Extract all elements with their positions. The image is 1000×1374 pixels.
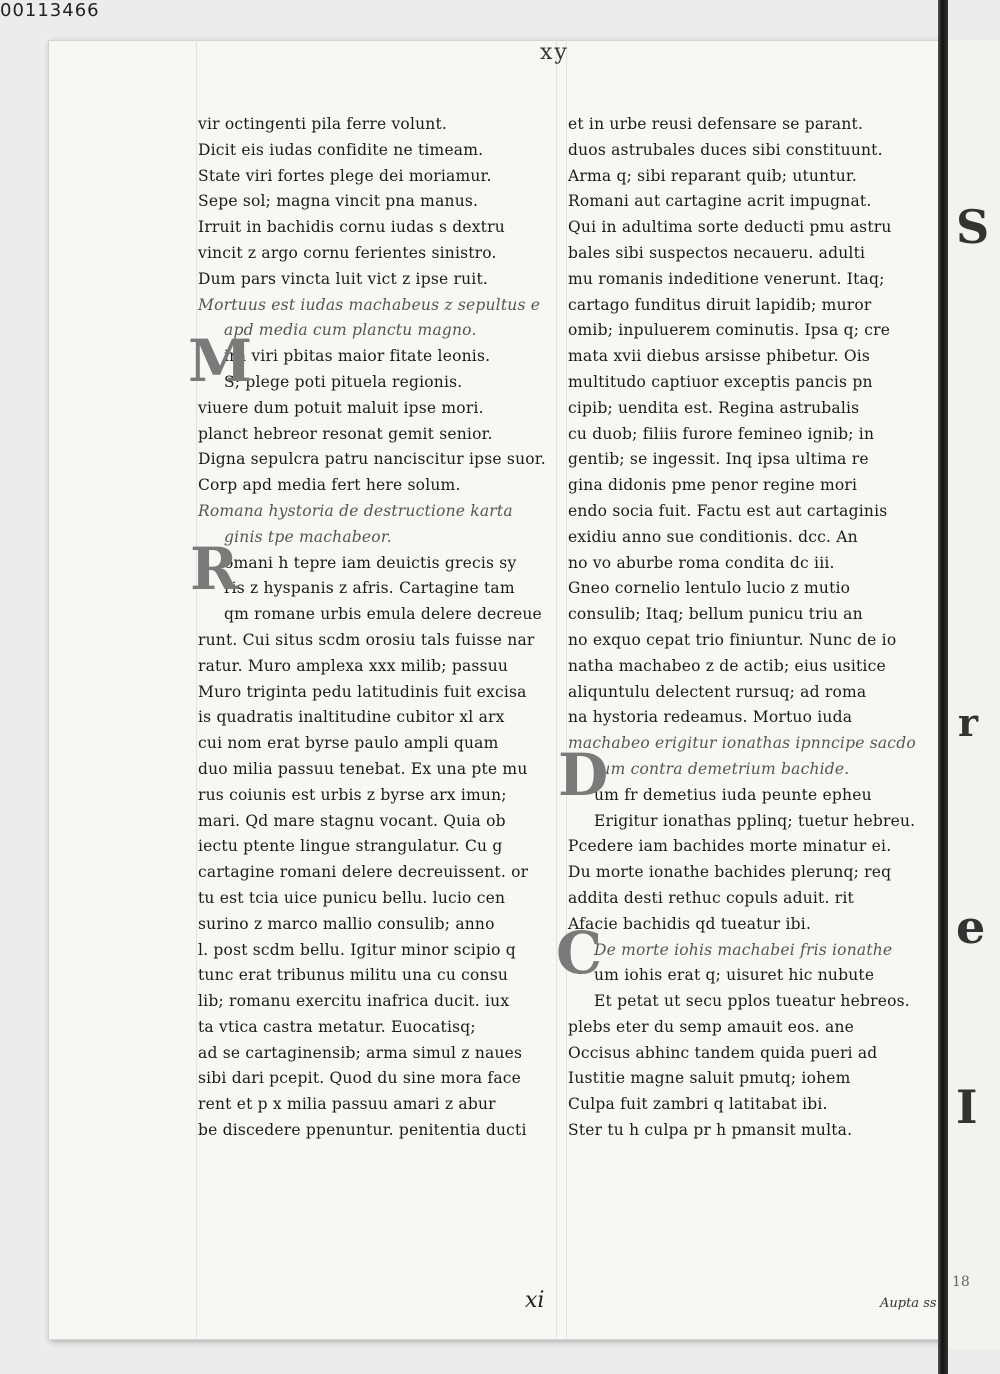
text-line-right: Pcedere iam bachides morte minatur ei. <box>568 837 892 856</box>
text-line-left: ratur. Muro amplexa xxx milib; passuu <box>198 656 509 675</box>
text-line-left: Mortuus est iudas machabeus z sepultus e <box>198 295 541 314</box>
text-line-left: lib; romanu exercitu inafrica ducit. iux <box>198 992 510 1011</box>
text-line-right: Romani aut cartagine acrit impugnat. <box>568 192 872 211</box>
illuminated-initial-m: M <box>188 327 253 395</box>
text-line-left: Irruit in bachidis cornu iudas s dextru <box>198 218 505 237</box>
illuminated-initial-c: C <box>556 919 603 987</box>
text-line-left: tunc erat tribunus militu una cu consu <box>198 966 509 985</box>
text-line-right: gentib; se ingessit. Inq ipsa ultima re <box>568 450 869 469</box>
text-line-left: sibi dari pcepit. Quod du sine mora face <box>198 1069 522 1088</box>
text-line-right: De morte iohis machabei fris ionathe <box>594 940 893 959</box>
text-line-left: surino z marco mallio consulib; anno <box>198 914 495 933</box>
text-line-right: no exquo cepat trio finiuntur. Nunc de io <box>568 630 897 649</box>
text-line-left: apd media cum planctu magno. <box>224 321 477 340</box>
adjacent-page-letter-fragment: I <box>956 1080 978 1134</box>
text-line-left: cartagine romani delere decreuissent. or <box>198 863 529 882</box>
catchword: Aupta ss <box>880 1296 937 1311</box>
illuminated-initial-r: R <box>190 535 239 603</box>
text-line-right: um fr demetius iuda peunte epheu <box>594 785 872 804</box>
text-line-left: runt. Cui situs scdm orosiu tals fuisse nar <box>198 630 535 649</box>
text-line-left: l. post scdm bellu. Igitur minor scipio q <box>198 940 516 959</box>
text-line-left: ira viri pbitas maior fitate leonis. <box>224 347 491 366</box>
ruling-line <box>196 40 197 1338</box>
text-line-right: no vo aburbe roma condita dc iii. <box>568 553 835 572</box>
text-line-right: Gneo cornelio lentulo lucio z mutio <box>568 579 851 598</box>
text-line-left: is quadratis inaltitudine cubitor xl arx <box>198 708 505 727</box>
folio-number-top: xy <box>540 40 569 65</box>
text-line-right: aliquntulu delectent rursuq; ad roma <box>568 682 867 701</box>
scan-id-label: 00113466 <box>0 0 100 21</box>
text-line-left: vir octingenti pila ferre volunt. <box>198 115 448 133</box>
text-line-left: iectu ptente lingue strangulatur. Cu g <box>198 837 503 856</box>
text-line-right: consulib; Itaq; bellum punicu triu an <box>568 605 863 624</box>
text-line-left: Romana hystoria de destructione karta <box>198 501 513 520</box>
text-line-left: be discedere ppenuntur. penitentia ducti <box>198 1121 527 1140</box>
text-line-left: mari. Qd mare stagnu vocant. Quia ob <box>198 811 506 830</box>
text-line-left: rent et p x milia passuu amari z abur <box>198 1095 496 1114</box>
text-line-left: viuere dum potuit maluit ipse mori. <box>198 398 484 417</box>
text-line-right: Qui in adultima sorte deducti pmu astru <box>568 218 892 237</box>
text-line-left: vincit z argo cornu ferientes sinistro. <box>198 243 497 262</box>
text-line-left: duo milia passuu tenebat. Ex una pte mu <box>198 759 528 778</box>
text-line-right: gina didonis pme penor regine mori <box>568 476 858 495</box>
text-line-right: tum contra demetrium bachide. <box>594 759 850 778</box>
text-line-right: na hystoria redeamus. Mortuo iuda <box>568 708 853 727</box>
text-line-left: S; plege poti pituela regionis. <box>224 372 463 391</box>
text-line-right: omib; inpuluerem cominutis. Ipsa q; cre <box>568 321 891 340</box>
text-line-left: Dum pars vincta luit vict z ipse ruit. <box>198 269 488 288</box>
text-line-right: plebs eter du semp amauit eos. ane <box>568 1017 855 1036</box>
text-line-right: Afacie bachidis qd tueatur ibi. <box>568 914 812 933</box>
text-line-right: addita desti rethuc copuls aduit. rit <box>568 888 854 907</box>
text-line-right: machabeo erigitur ionathas ipnncipe sacdo <box>568 734 916 753</box>
adjacent-page-letter-fragment: r <box>958 700 979 745</box>
margin-number: 18 <box>952 1274 970 1290</box>
binding-gutter <box>938 0 948 1374</box>
text-line-left: ta vtica castra metatur. Euocatisq; <box>198 1017 476 1036</box>
folio-number-bottom: xi <box>525 1288 545 1313</box>
text-line-left: cui nom erat byrse paulo ampli quam <box>198 734 499 753</box>
illuminated-initial-d: D <box>558 741 609 809</box>
text-line-right: mu romanis indeditione venerunt. Itaq; <box>568 269 885 288</box>
ruling-line <box>556 40 557 1338</box>
text-line-left: Digna sepulcra patru nanciscitur ipse suor. <box>198 450 546 469</box>
text-line-right: natha machabeo z de actib; eius usitice <box>568 656 886 675</box>
text-line-left: Corp apd media fert here solum. <box>198 476 461 495</box>
text-line-right: Culpa fuit zambri q latitabat ibi. <box>568 1095 828 1114</box>
text-line-right: cu duob; filiis furore femineo ignib; in <box>568 424 875 443</box>
text-line-right: Arma q; sibi reparant quib; utuntur. <box>568 166 857 185</box>
text-column-right <box>568 112 918 1144</box>
text-line-left: planct hebreor resonat gemit senior. <box>198 424 493 443</box>
text-line-right: um iohis erat q; uisuret hic nubute <box>594 966 875 985</box>
text-line-left: ginis tpe machabeor. <box>224 527 392 546</box>
text-line-left: tu est tcia uice punicu bellu. lucio cen <box>198 888 506 907</box>
text-line-right: endo socia fuit. Factu est aut cartaginis <box>568 501 888 520</box>
ruling-line <box>566 40 567 1338</box>
text-line-right: cipib; uendita est. Regina astrubalis <box>568 398 860 417</box>
text-line-right: Du morte ionathe bachides plerunq; req <box>568 863 892 882</box>
adjacent-page-letter-fragment: e <box>956 900 986 954</box>
text-line-right: duos astrubales duces sibi constituunt. <box>568 140 883 159</box>
text-line-right: Ster tu h culpa pr h pmansit multa. <box>568 1121 853 1140</box>
text-line-right: multitudo captiuor exceptis pancis pn <box>568 372 873 391</box>
text-column-left <box>198 112 548 1144</box>
text-line-left: ris z hyspanis z afris. Cartagine tam <box>224 579 515 598</box>
text-line-right: cartago funditus diruit lapidib; muror <box>568 295 872 314</box>
text-line-right: Et petat ut secu pplos tueatur hebreos. <box>594 992 910 1011</box>
text-line-left: State viri fortes plege dei moriamur. <box>198 166 492 185</box>
text-line-left: ad se cartaginensib; arma simul z naues <box>198 1043 523 1062</box>
text-line-right: Occisus abhinc tandem quida pueri ad <box>568 1043 878 1062</box>
text-line-right: Erigitur ionathas pplinq; tuetur hebreu. <box>594 811 916 830</box>
text-line-right: mata xvii diebus arsisse phibetur. Ois <box>568 347 871 366</box>
adjacent-page-edge <box>948 40 1000 1350</box>
text-line-left: rus coiunis est urbis z byrse arx imun; <box>198 785 507 804</box>
text-line-right: bales sibi suspectos necaueru. adulti <box>568 243 866 262</box>
text-line-left: Muro triginta pedu latitudinis fuit excisa <box>198 682 527 701</box>
text-line-left: Dicit eis iudas confidite ne timeam. <box>198 140 484 159</box>
text-line-right: et in urbe reusi defensare se parant. <box>568 115 864 133</box>
text-line-left: qm romane urbis emula delere decreue <box>224 605 542 624</box>
text-line-left: omani h tepre iam deuictis grecis sy <box>224 553 517 572</box>
text-line-left: Sepe sol; magna vincit pna manus. <box>198 192 479 211</box>
text-line-right: exidiu anno sue conditionis. dcc. An <box>568 527 858 546</box>
text-line-right: Iustitie magne saluit pmutq; iohem <box>568 1069 851 1088</box>
adjacent-page-letter-fragment: S <box>956 200 990 254</box>
